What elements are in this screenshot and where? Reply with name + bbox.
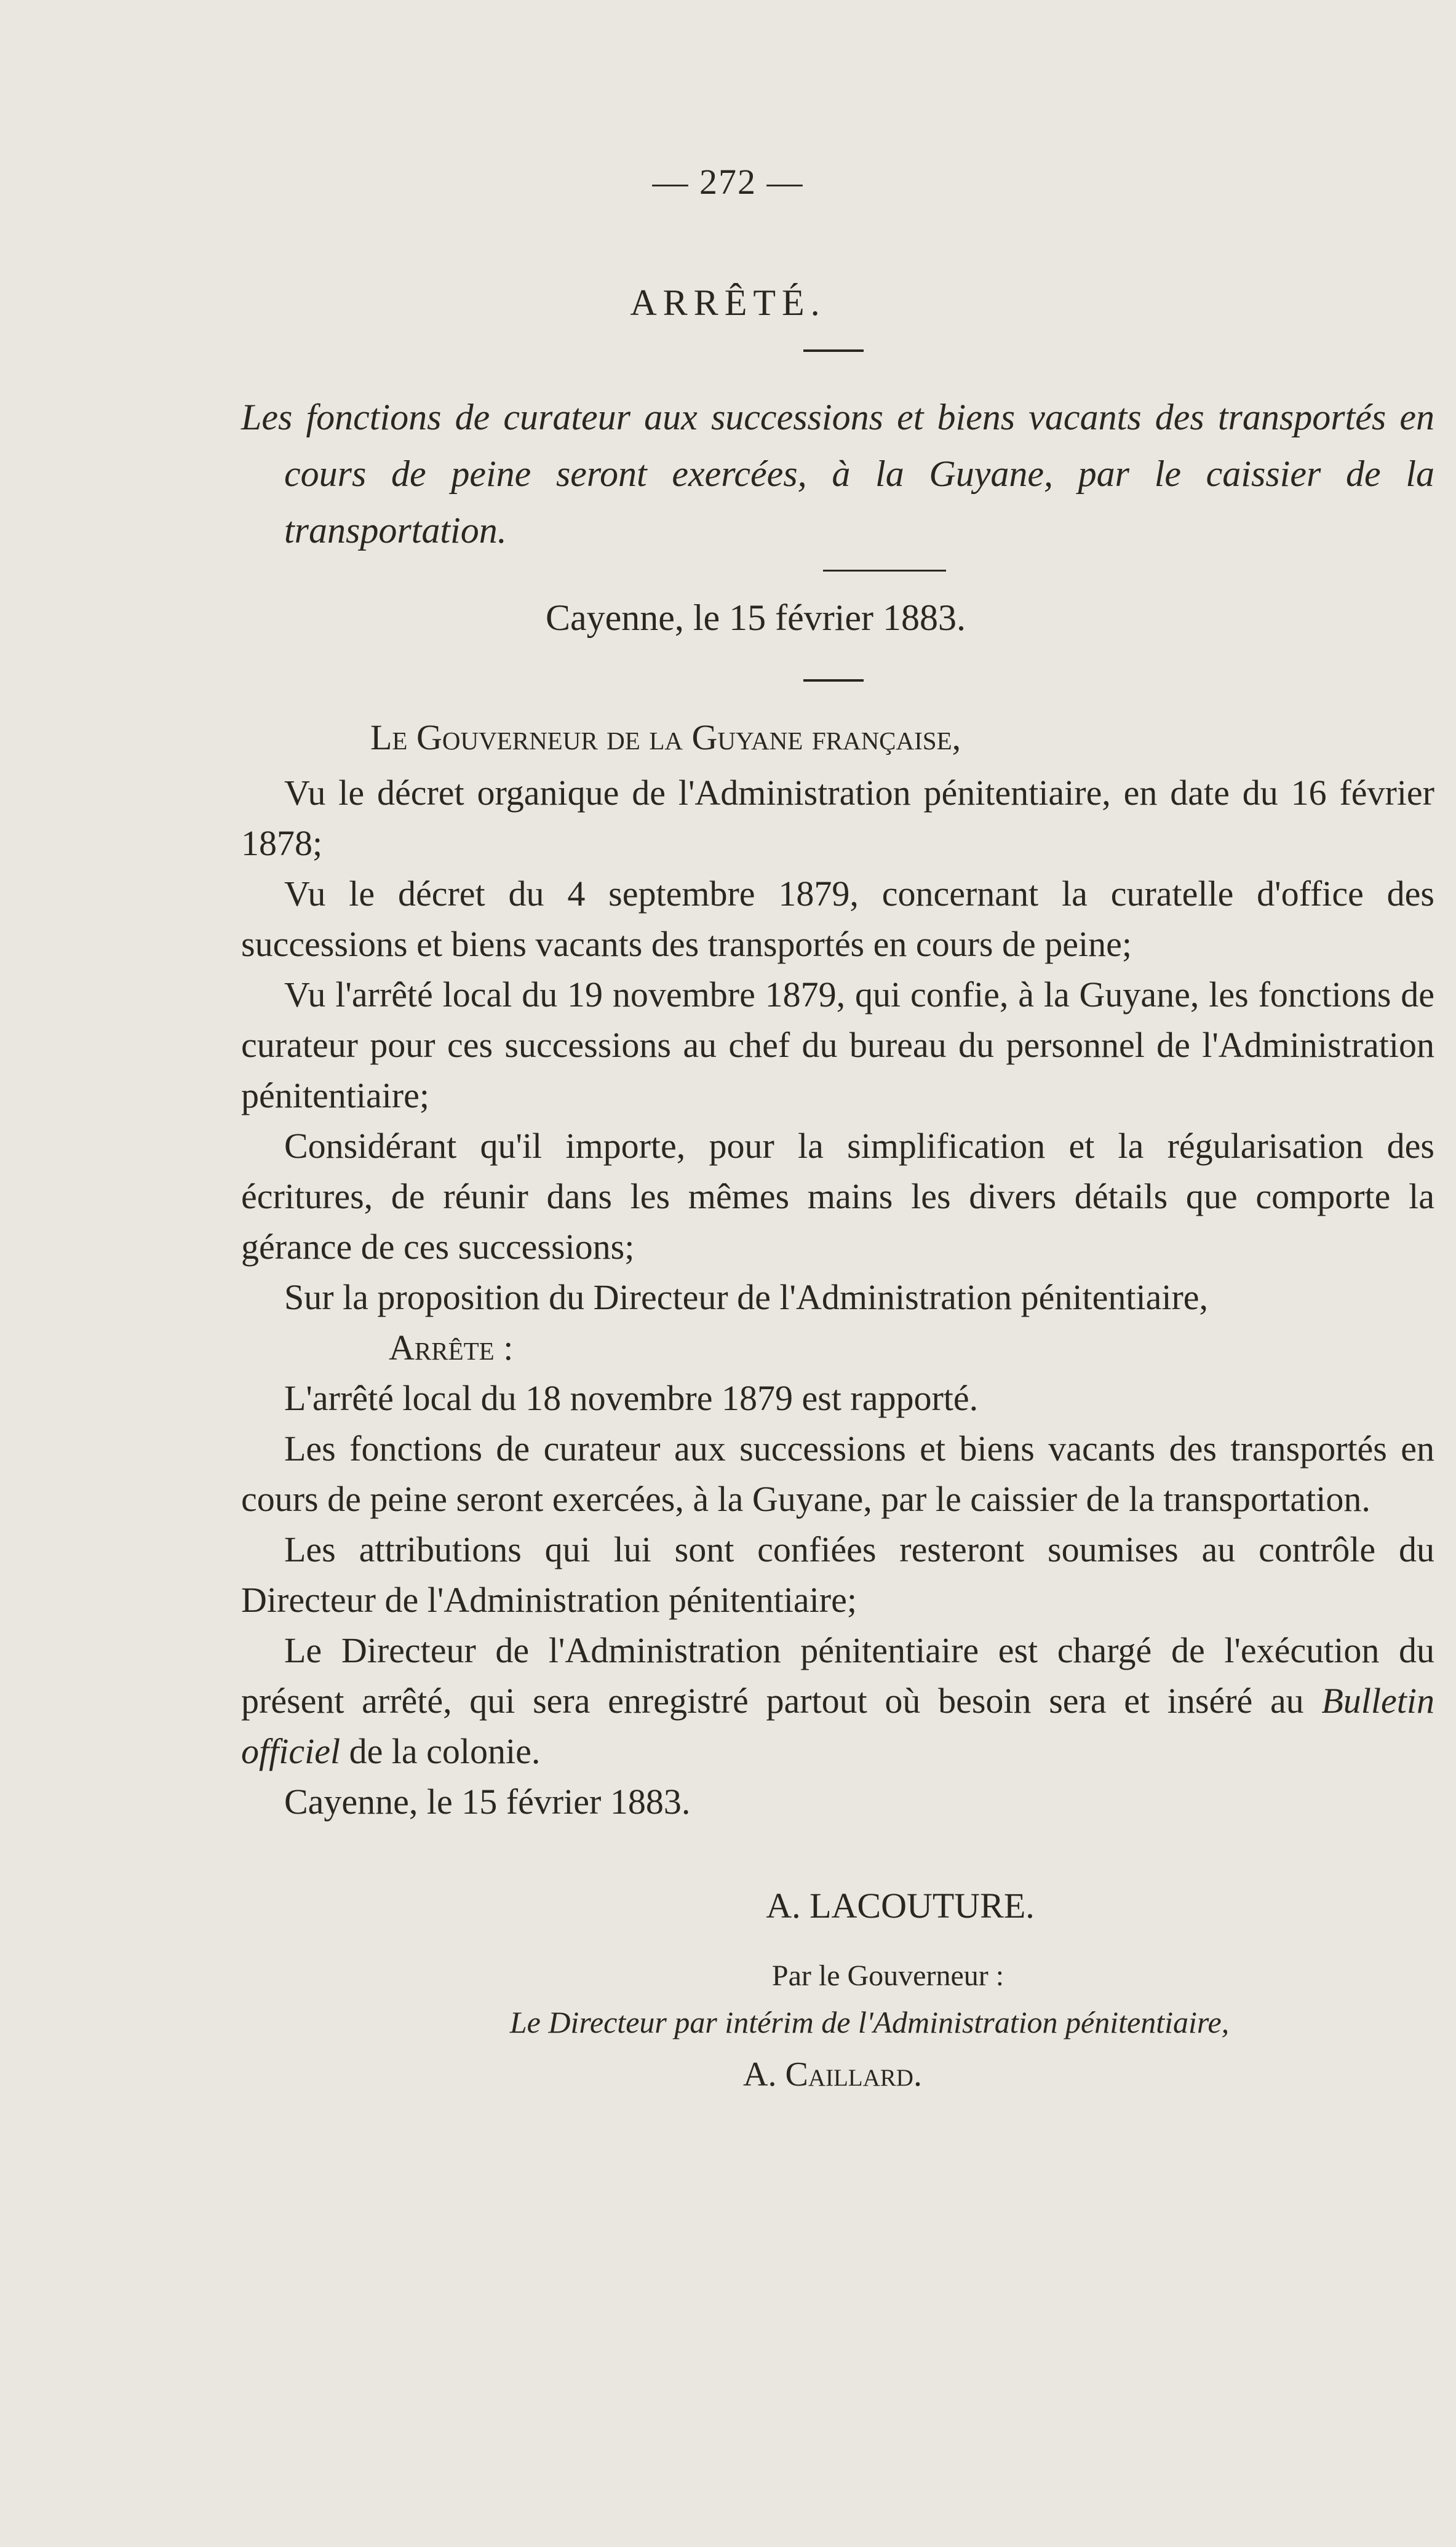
paragraph-4: Considérant qu'il importe, pour la simplification et la régularisation des écritures, de réunir dans les mêmes mains les divers détails que comporte la gérance de ces successions; (241, 1126, 1434, 1267)
caillard-signature: A. Caillard. (743, 2055, 922, 2094)
paragraph-8: Les attributions qui lui sont confiées resteront soumises au contrôle du Directeur de l'Administration pénitentiaire; (241, 1529, 1434, 1620)
paragraph-9-text-a: Le Directeur de l'Administration pénitentiaire est chargé de l'exécution du présent arrêté, qui sera enregistré partout où besoin sera et inséré au (241, 1630, 1434, 1721)
dateline-rule (803, 679, 864, 682)
paragraph-5: Sur la proposition du Directeur de l'Administration pénitentiaire, (284, 1277, 1208, 1317)
paragraph-3: Vu l'arrêté local du 19 novembre 1879, qui confie, à la Guyane, les fonctions de curateur pour ces successions au chef du bureau du personnel de l'Administration pénitentiaire; (241, 975, 1434, 1115)
summary-text: Les fonctions de curateur aux successions et biens vacants des transportés en cours de peine seront exercées, à la Guyane, par le caissier de la transportation. (241, 397, 1434, 551)
page-number: — 272 — (652, 162, 804, 202)
paragraph-7: Les fonctions de curateur aux successions et biens vacants des transportés en cours de peine seront exercées, à la Guyane, par le caissier de la transportation. (241, 1429, 1434, 1519)
paragraph-6: L'arrêté local du 18 novembre 1879 est rapporté. (284, 1378, 979, 1418)
document-title: ARRÊTÉ. (630, 282, 826, 323)
paragraph-1: Vu le décret organique de l'Administration pénitentiaire, en date du 16 février 1878; (241, 773, 1434, 863)
arrete-heading: Arrête : (389, 1328, 514, 1368)
par-le-gouverneur: Par le Gouverneur : (771, 1959, 1004, 1992)
title-rule (803, 349, 864, 352)
dateline: Cayenne, le 15 février 1883. (545, 597, 966, 638)
closing-date: Cayenne, le 15 février 1883. (284, 1782, 691, 1822)
decree-body (241, 712, 1434, 1827)
paragraph-2: Vu le décret du 4 septembre 1879, concernant la curatelle d'office des successions et biens vacants des transportés en cours de peine; (241, 874, 1434, 964)
bulletin-officiel: Bulletin officiel (241, 1681, 1434, 1771)
paragraph-9 (241, 1625, 1434, 1777)
governor-heading: Le Gouverneur de la Guyane française, (370, 717, 961, 757)
signer-name: A. LACOUTURE. (766, 1886, 1035, 1926)
directeur-title: Le Directeur par intérim de l'Administration pénitentiaire, (509, 2005, 1230, 2039)
summary-rule (823, 570, 946, 572)
paragraph-9-text-b: de la colonie. (340, 1731, 541, 1771)
